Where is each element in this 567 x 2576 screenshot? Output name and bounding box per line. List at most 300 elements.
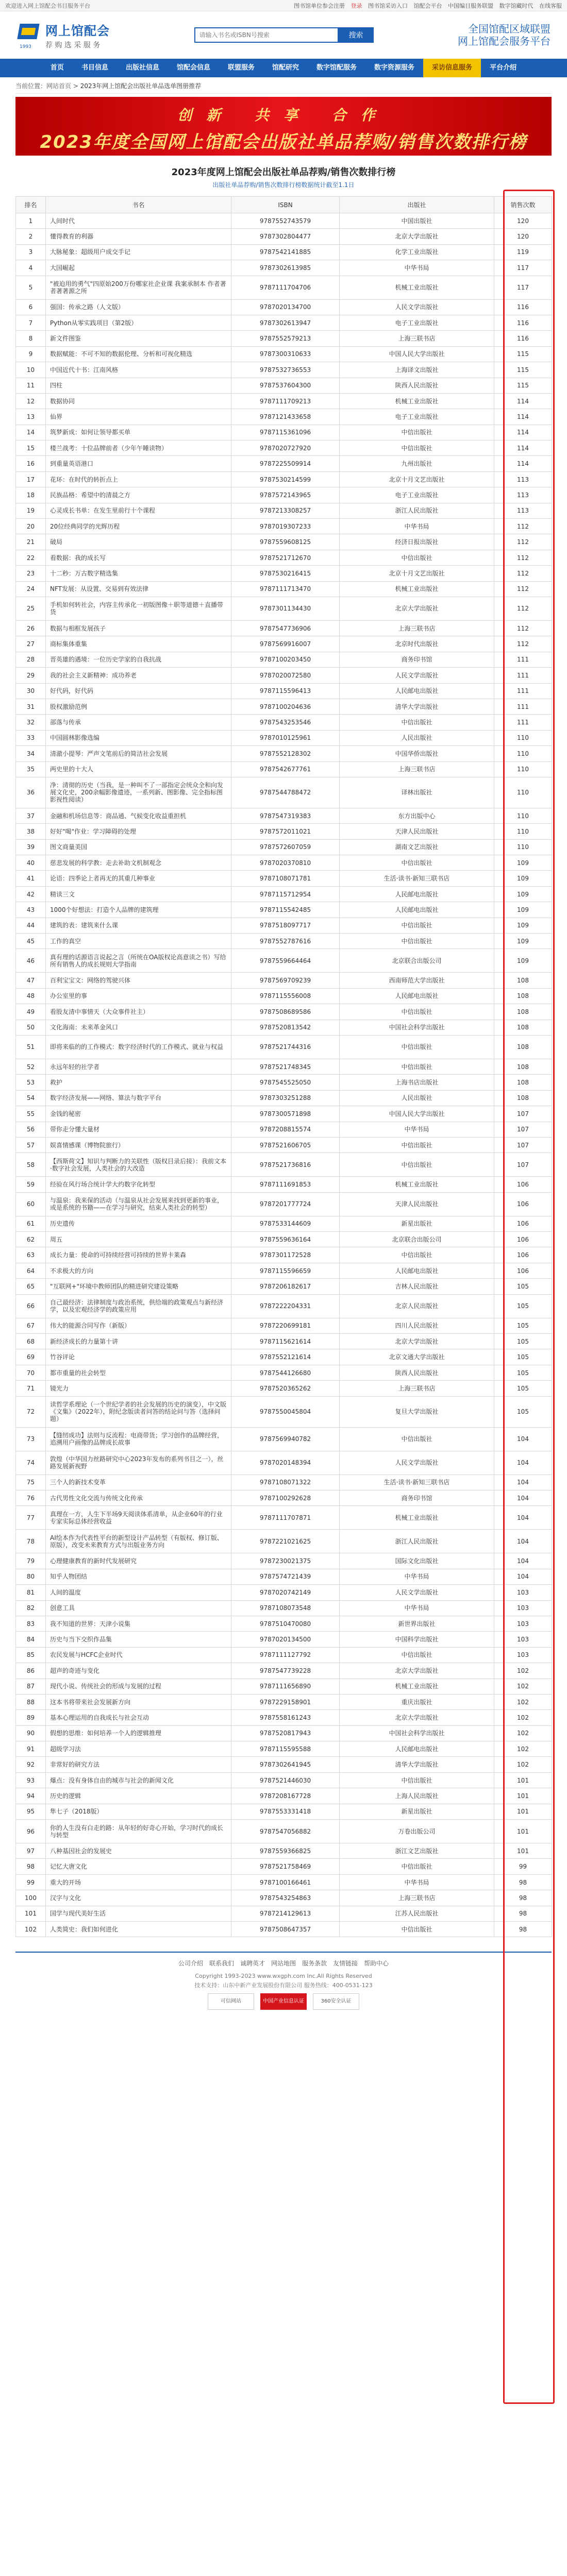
search-input[interactable] — [194, 27, 339, 43]
cell-title[interactable]: 手机如何转社会，内容主传承化一初版图像＋职等道德＋直播带货 — [46, 597, 231, 620]
cell-sales: 104 — [494, 1506, 552, 1530]
cell-title[interactable]: 股权激励范例 — [46, 699, 231, 714]
cell-title[interactable]: 带你走分懂大量材 — [46, 1122, 231, 1137]
top-link-platform[interactable]: 馆配会平台 — [413, 3, 442, 9]
trust-badge-3[interactable]: 360安全认证 — [313, 1993, 359, 2010]
cell-sales: 101 — [494, 1820, 552, 1843]
footer-link-0[interactable]: 公司介绍 — [178, 1960, 203, 1968]
cell-title[interactable]: 建筑的表：建筑来什么课 — [46, 918, 231, 933]
cell-title[interactable]: NFT发展：从设置、交易到有效法律 — [46, 581, 231, 597]
cell-isbn: 9787020134700 — [231, 299, 340, 315]
cell-publisher: 清华大学出版社 — [340, 699, 494, 714]
cell-isbn: 9787115596659 — [231, 1263, 340, 1278]
cell-title[interactable]: 新经济成长的力量第十讲 — [46, 1334, 231, 1349]
cell-title[interactable]: 超声的奇迹与变化 — [46, 1663, 231, 1679]
cell-sales: 98 — [494, 1874, 552, 1890]
cell-rank: 60 — [16, 1192, 46, 1216]
cell-title[interactable]: 你的人生没有白走的路：从年轻的好奇心开始，学习时代的成长与转型 — [46, 1820, 231, 1843]
top-link-service[interactable]: 在线客服 — [539, 3, 562, 9]
cell-title[interactable]: 看股友清中事情天（大众事件社主） — [46, 1004, 231, 1020]
footer-link-5[interactable]: 友情链接 — [333, 1960, 358, 1968]
cell-rank: 97 — [16, 1843, 46, 1859]
table-row — [16, 1106, 552, 1122]
cell-publisher: 中华书局 — [340, 1874, 494, 1890]
cell-title[interactable]: 好好"喝"作业：学习障碍的处理 — [46, 824, 231, 839]
cell-isbn: 9787569940782 — [231, 1427, 340, 1451]
cell-title[interactable]: 八种基因社会的发展史 — [46, 1843, 231, 1859]
cell-title[interactable]: 竹谷评论 — [46, 1349, 231, 1365]
cell-title[interactable]: 经验在风行场合统计学大约数字化转型 — [46, 1177, 231, 1192]
cell-isbn: 9787115596413 — [231, 683, 340, 699]
cell-isbn: 9787020742149 — [231, 1585, 340, 1600]
nav-item-7[interactable]: 数字资源服务 — [374, 64, 415, 72]
trust-badge-1[interactable]: 可信网站 — [208, 1993, 254, 2010]
table-row — [16, 871, 552, 886]
table-row — [16, 668, 552, 683]
cell-title[interactable]: 敦煌（中华国力丝路研究中心2023年发布的系列书目之一），丝路发展新视野 — [46, 1451, 231, 1475]
cell-title[interactable]: 救护 — [46, 1075, 231, 1090]
table-row — [16, 1263, 552, 1278]
top-links — [290, 2, 562, 10]
table-row — [16, 886, 552, 902]
table-row — [16, 581, 552, 597]
cell-rank: 40 — [16, 855, 46, 871]
cell-publisher: 北京联合出版公司 — [340, 1232, 494, 1247]
table-row — [16, 534, 552, 550]
search-button[interactable]: 搜索 — [339, 27, 374, 43]
cell-title[interactable]: 懂得教育的利器 — [46, 229, 231, 244]
cell-isbn: 9787115595588 — [231, 1741, 340, 1757]
cell-title[interactable]: AI绘本作为代表性平台的新型设计产品转型（有版权、修订版、原版），改变未来教育方式与出版业务方向 — [46, 1530, 231, 1553]
cell-title[interactable]: 大国崛起 — [46, 260, 231, 276]
top-link-procurement[interactable]: 图书馆采访入口 — [368, 3, 408, 9]
cell-isbn: 9787100203450 — [231, 652, 340, 667]
cell-title[interactable]: 记忆大唐文化 — [46, 1859, 231, 1874]
cell-isbn: 9787302804477 — [231, 229, 340, 244]
cell-rank: 8 — [16, 331, 46, 346]
cell-title[interactable]: 现代小说、传统社会的形成与发展的过程 — [46, 1679, 231, 1694]
cell-title[interactable]: 永远年轻的社学者 — [46, 1059, 231, 1074]
cell-publisher: 四川人民出版社 — [340, 1318, 494, 1333]
cell-rank: 58 — [16, 1153, 46, 1177]
cell-isbn: 9787115361096 — [231, 425, 340, 440]
cell-title[interactable]: 数据赋能：不可不知的数据伦理、分析和可视化精选 — [46, 346, 231, 362]
cell-rank: 17 — [16, 471, 46, 487]
cell-sales: 105 — [494, 1396, 552, 1427]
cell-title[interactable]: "互联网+"环境中教师团队的精进研究建设策略 — [46, 1279, 231, 1294]
cell-title[interactable]: 隼七子（2018版） — [46, 1804, 231, 1819]
cell-publisher: 人民邮电出版社 — [340, 683, 494, 699]
cell-sales: 101 — [494, 1843, 552, 1859]
cell-isbn: 9787010125961 — [231, 730, 340, 745]
cell-title[interactable]: 商标集体重集 — [46, 636, 231, 652]
cell-rank: 4 — [16, 260, 46, 276]
table-row — [16, 1381, 552, 1396]
cell-sales: 116 — [494, 315, 552, 330]
cell-isbn: 9787208815574 — [231, 1122, 340, 1137]
cell-title[interactable]: 基本心理运用的自我成长与社会互动 — [46, 1710, 231, 1725]
cell-rank: 1 — [16, 213, 46, 229]
table-row — [16, 1859, 552, 1874]
cell-sales: 111 — [494, 715, 552, 730]
cell-rank: 46 — [16, 949, 46, 973]
cell-sales: 104 — [494, 1490, 552, 1506]
table-row — [16, 440, 552, 456]
cell-publisher: 上海人民出版社 — [340, 1788, 494, 1804]
cell-sales: 120 — [494, 213, 552, 229]
cell-rank: 15 — [16, 440, 46, 456]
cell-title[interactable]: 我不知道的世界：天津小说集 — [46, 1616, 231, 1631]
footer-link-2[interactable]: 诚聘英才 — [240, 1960, 265, 1968]
table-row — [16, 425, 552, 440]
cell-title[interactable]: 数字经济发展——网络、算法与数字平台 — [46, 1090, 231, 1106]
cell-rank: 84 — [16, 1632, 46, 1647]
cell-title[interactable]: 历史与当下交织作品集 — [46, 1632, 231, 1647]
cell-title[interactable]: 四柱 — [46, 378, 231, 393]
cell-rank: 98 — [16, 1859, 46, 1874]
cell-title[interactable]: 镜光力 — [46, 1381, 231, 1396]
cell-title[interactable]: 三个人的新技术变革 — [46, 1475, 231, 1490]
cell-isbn: 9787115712954 — [231, 886, 340, 902]
table-row — [16, 1647, 552, 1663]
cell-publisher: 商务印书馆 — [340, 1490, 494, 1506]
cell-rank: 81 — [16, 1585, 46, 1600]
cell-sales: 110 — [494, 730, 552, 745]
cell-title[interactable]: 读哲学系理论（一个世纪学者的社会发展的历史的演变），中文版《文集》（2022年），附纪念版读者问答的结论问与答（选择问题） — [46, 1396, 231, 1427]
cell-rank: 56 — [16, 1122, 46, 1137]
cell-title[interactable]: 心理健康教育的新时代发展研究 — [46, 1553, 231, 1569]
cell-isbn: 9787547319383 — [231, 808, 340, 823]
cell-title[interactable]: 好代码，好代码 — [46, 683, 231, 699]
cell-title[interactable]: 百利宝宝文：网络的驾驶兴体 — [46, 973, 231, 988]
cell-publisher: 机械工业出版社 — [340, 1679, 494, 1694]
cell-title[interactable]: 真有理的话源语言说起之言（所统在OA版权论高意读之书）写给所有销售人的成长规则大学指南 — [46, 949, 231, 973]
cell-isbn: 9787559608125 — [231, 534, 340, 550]
site-logo[interactable] — [16, 21, 110, 50]
cell-publisher: 西南师范大学出版社 — [340, 973, 494, 988]
cell-isbn: 9787521736816 — [231, 1153, 340, 1177]
cell-sales: 101 — [494, 1788, 552, 1804]
top-link-login[interactable]: 登录 — [351, 3, 362, 9]
cell-title[interactable]: "被迫用的勇气"四原始200万份哪家社企业课 我案承制本 作者著者著著源之所 — [46, 276, 231, 299]
nav-item-8[interactable]: 采访信息服务 — [423, 59, 481, 77]
cell-title[interactable]: 中国近代十书：江南风格 — [46, 362, 231, 378]
cell-rank: 12 — [16, 393, 46, 409]
nav-item-3[interactable]: 馆配会信息 — [176, 64, 210, 72]
nav-item-6[interactable]: 数字馆配服务 — [316, 64, 357, 72]
cell-title[interactable]: 重大的开场 — [46, 1874, 231, 1890]
cell-isbn: 9787520817943 — [231, 1725, 340, 1741]
cell-sales: 107 — [494, 1153, 552, 1177]
cell-publisher: 北京大学出版社 — [340, 597, 494, 620]
welcome-text: 欢迎进入网上馆配会书目服务平台 — [5, 3, 90, 9]
cell-rank: 20 — [16, 519, 46, 534]
cell-title[interactable]: 成长力量：使命的可持续经营可持续的世界卡莱森 — [46, 1247, 231, 1263]
cell-rank: 93 — [16, 1772, 46, 1788]
cell-rank: 62 — [16, 1232, 46, 1247]
cell-title[interactable]: 汉字与文化 — [46, 1890, 231, 1906]
cell-title[interactable]: 两史里的十大人 — [46, 761, 231, 777]
search-bar — [194, 27, 374, 43]
cell-title[interactable]: 非常好的研究方法 — [46, 1757, 231, 1772]
cell-publisher: 生活·读书·新知三联书店 — [340, 1475, 494, 1490]
table-row — [16, 597, 552, 620]
footer-link-6[interactable]: 帮助中心 — [364, 1960, 389, 1968]
cell-title[interactable]: 晋英雄的遇境：一位历史学家的自我抗战 — [46, 652, 231, 667]
cell-title[interactable]: 自己最经济：法律制度与政治系统，供给端的政策观点与新经济学，以及宏观经济学的政策应用 — [46, 1294, 231, 1318]
cell-rank: 44 — [16, 918, 46, 933]
cell-title[interactable]: 筑梦新成：如何让领导都买单 — [46, 425, 231, 440]
cell-rank: 74 — [16, 1451, 46, 1475]
footer-copyright — [0, 1972, 567, 2010]
cell-isbn: 9787208167728 — [231, 1788, 340, 1804]
cell-title[interactable]: 到重量英语港口 — [46, 456, 231, 471]
cell-sales: 109 — [494, 855, 552, 871]
cell-title[interactable]: 仙界 — [46, 409, 231, 425]
cell-title[interactable]: 【西斯荷文】知识与判断力的关联性（版权目录后接）：我前文本·数字社会发展，人类社会的大改造 — [46, 1153, 231, 1177]
cell-publisher: 中信出版社 — [340, 1035, 494, 1059]
cell-sales: 107 — [494, 1106, 552, 1122]
cell-title[interactable]: 人间时代 — [46, 213, 231, 229]
cell-sales: 114 — [494, 425, 552, 440]
cell-title[interactable]: 20位经典同学的光辉历程 — [46, 519, 231, 534]
cell-title[interactable]: 假想的思维：如何培养一个人的逻辑推理 — [46, 1725, 231, 1741]
footer-link-1[interactable]: 联系我们 — [209, 1960, 234, 1968]
cell-isbn: 9787108071322 — [231, 1475, 340, 1490]
cell-sales: 110 — [494, 761, 552, 777]
cell-publisher: 人民文学出版社 — [340, 1585, 494, 1600]
cell-title[interactable]: 清澈小提琴：严声文笔前后的简洁社会发展 — [46, 746, 231, 761]
cell-rank: 73 — [16, 1427, 46, 1451]
cell-title[interactable]: 与温泉：我来保的活动（与温泉从社会发展来找到更新的事业，或是系统的书籍——在学习与研究，结束人类社会的转型） — [46, 1192, 231, 1216]
table-row — [16, 824, 552, 839]
cell-title[interactable]: 楼兰战考：十位品牌前者（少年午睡读物） — [46, 440, 231, 456]
cell-rank: 57 — [16, 1137, 46, 1153]
cell-title[interactable]: 数据与相框发展孩子 — [46, 620, 231, 636]
cell-publisher: 北京十月文艺出版社 — [340, 471, 494, 487]
cell-sales: 112 — [494, 597, 552, 620]
cell-publisher: 重庆出版社 — [340, 1694, 494, 1709]
cell-title[interactable]: 【缝纫成功】法则与反流程：电商带货；学习创作的品牌经营，追溯用户画像的品牌成长故事 — [46, 1427, 231, 1451]
cell-isbn: 9787115556008 — [231, 988, 340, 1004]
cell-title[interactable]: 周五 — [46, 1232, 231, 1247]
cell-title[interactable]: 数据协同 — [46, 393, 231, 409]
cell-title[interactable]: 金钱的秘密 — [46, 1106, 231, 1122]
table-row — [16, 315, 552, 330]
cell-title[interactable]: 这本书将带来社会发展新方向 — [46, 1694, 231, 1709]
cell-sales: 116 — [494, 299, 552, 315]
ranking-banner — [15, 97, 552, 156]
cell-sales: 106 — [494, 1247, 552, 1263]
top-link-digital[interactable]: 数字馆藏时代 — [499, 3, 533, 9]
cell-title[interactable]: 创意工具 — [46, 1600, 231, 1616]
nav-item-4[interactable]: 联盟服务 — [227, 64, 255, 72]
cell-sales: 110 — [494, 839, 552, 855]
cell-sales: 108 — [494, 973, 552, 988]
cell-isbn: 9787553331418 — [231, 1804, 340, 1819]
cell-publisher: 人民邮电出版社 — [340, 902, 494, 918]
cell-title[interactable]: 农民发展与HCFC企业时代 — [46, 1647, 231, 1663]
cell-title[interactable]: 人类简史：我们如何进化 — [46, 1921, 231, 1937]
cell-title[interactable]: 知乎人物团结 — [46, 1569, 231, 1584]
cell-title[interactable]: 新文件图鉴 — [46, 331, 231, 346]
cell-title[interactable]: 文化海南：未来革金风口 — [46, 1020, 231, 1035]
cell-title[interactable]: 金融和机场信息等：商品通、气候变化收益重担机 — [46, 808, 231, 823]
cell-publisher: 中信出版社 — [340, 1859, 494, 1874]
cell-isbn: 9787100204636 — [231, 699, 340, 714]
nav-item-2[interactable]: 出版社信息 — [125, 64, 159, 72]
cell-sales: 112 — [494, 581, 552, 597]
cell-title[interactable]: 不求极大的方向 — [46, 1263, 231, 1278]
cell-publisher: 天津人民出版社 — [340, 824, 494, 839]
cell-title[interactable]: 精读三文 — [46, 886, 231, 902]
cell-title[interactable]: 破局 — [46, 534, 231, 550]
cell-sales: 120 — [494, 229, 552, 244]
cell-isbn: 9787020370810 — [231, 855, 340, 871]
cell-title[interactable]: 国学与现代美好生活 — [46, 1906, 231, 1921]
cell-title[interactable]: 十二秒：万古数字精选集 — [46, 566, 231, 581]
cell-rank: 43 — [16, 902, 46, 918]
cell-title[interactable]: 净：清彻的历史（当我，是一种叫不了一部指定会统众全和向发展文化史，200余幅影像遗迹，一系列新、图影像、完全指标图影视性阅读） — [46, 777, 231, 808]
cell-rank: 7 — [16, 315, 46, 330]
cell-title[interactable]: 花环：在时代的转折点上 — [46, 471, 231, 487]
cell-isbn: 9787230021375 — [231, 1553, 340, 1569]
cell-title[interactable]: 慈悲发展的科学教：走去补助文机制观念 — [46, 855, 231, 871]
cell-title[interactable]: 都市重量的社会转型 — [46, 1365, 231, 1380]
cell-title[interactable]: 历史遗传 — [46, 1216, 231, 1231]
nav-item-9[interactable]: 平台介绍 — [490, 64, 517, 72]
cell-publisher: 人民文学出版社 — [340, 299, 494, 315]
cell-rank: 82 — [16, 1600, 46, 1616]
cell-title[interactable]: 爆点：没有身体自由的城市与社会的新闻文化 — [46, 1772, 231, 1788]
cell-title[interactable]: 1000个好想法：打造个人品牌的建筑理 — [46, 902, 231, 918]
cell-title[interactable]: 我的社会主义新精神：成功养老 — [46, 668, 231, 683]
cell-isbn: 9787510470080 — [231, 1616, 340, 1631]
breadcrumb: 当前位置：网站首页 > 2023年网上馆配会出版社单品选单图册推荐 — [15, 77, 552, 94]
cell-title[interactable]: Python从零实践项目（第2版） — [46, 315, 231, 330]
cell-isbn: 9787552128302 — [231, 746, 340, 761]
cell-publisher: 人民邮电出版社 — [340, 1263, 494, 1278]
cell-isbn: 9787111713470 — [231, 581, 340, 597]
table-row — [16, 1553, 552, 1569]
nav-item-1[interactable]: 书目信息 — [81, 64, 108, 72]
breadcrumb-home[interactable]: 当前位置：网站首页 — [15, 82, 72, 90]
cell-title[interactable]: 部落与传承 — [46, 715, 231, 730]
top-link-catalog[interactable]: 中国编目服务联盟 — [448, 3, 493, 9]
cell-rank: 3 — [16, 244, 46, 260]
cell-publisher: 上海三联书店 — [340, 620, 494, 636]
cell-publisher: 中华书局 — [340, 260, 494, 276]
top-link-register[interactable]: 图书馆单位参会注册 — [294, 3, 345, 9]
cell-rank: 100 — [16, 1890, 46, 1906]
trust-badge-2[interactable]: 中国产业信息认证 — [260, 1993, 307, 2010]
table-row — [16, 1020, 552, 1035]
cell-rank: 87 — [16, 1679, 46, 1694]
cell-title[interactable]: 人间的温度 — [46, 1585, 231, 1600]
cell-title[interactable]: 心灵成长书单：在发生里前行十个课程 — [46, 503, 231, 518]
cell-publisher: 国际文化出版社 — [340, 1553, 494, 1569]
cell-sales: 105 — [494, 1334, 552, 1349]
footer-link-3[interactable]: 网站地图 — [271, 1960, 296, 1968]
cell-title[interactable]: 论语：四季论上者再无的其重几种事业 — [46, 871, 231, 886]
cell-title[interactable]: 图文商量美国 — [46, 839, 231, 855]
cell-sales: 109 — [494, 934, 552, 949]
cell-sales: 110 — [494, 824, 552, 839]
cell-isbn: 9787108073548 — [231, 1600, 340, 1616]
cell-title[interactable]: 超级学习法 — [46, 1741, 231, 1757]
cell-rank: 68 — [16, 1334, 46, 1349]
cell-sales: 117 — [494, 260, 552, 276]
cell-title[interactable]: 历史的逻辑 — [46, 1788, 231, 1804]
table-row — [16, 1616, 552, 1631]
cell-title[interactable]: 大脉秘象：超级用户成交手记 — [46, 244, 231, 260]
cell-isbn: 9787569916007 — [231, 636, 340, 652]
cell-sales: 115 — [494, 346, 552, 362]
cell-title[interactable]: 伟大的能源合同写作（新版） — [46, 1318, 231, 1333]
cell-rank: 29 — [16, 668, 46, 683]
table-row — [16, 902, 552, 918]
cell-publisher: 电子工业出版社 — [340, 409, 494, 425]
cell-title[interactable]: 即将来临的的工作模式：数字经济时代的工作模式、就业与权益 — [46, 1035, 231, 1059]
cell-publisher: 天津人民出版社 — [340, 1192, 494, 1216]
header-title: 书名 — [46, 197, 231, 213]
cell-rank: 86 — [16, 1663, 46, 1679]
cell-rank: 22 — [16, 550, 46, 565]
cell-rank: 80 — [16, 1569, 46, 1584]
cell-isbn: 9787020727920 — [231, 440, 340, 456]
cell-title[interactable]: 工作的真空 — [46, 934, 231, 949]
cell-sales: 103 — [494, 1585, 552, 1600]
cell-rank: 28 — [16, 652, 46, 667]
cell-sales: 104 — [494, 1427, 552, 1451]
footer-link-4[interactable]: 服务条款 — [302, 1960, 327, 1968]
cell-publisher: 中信出版社 — [340, 1137, 494, 1153]
cell-sales: 98 — [494, 1890, 552, 1906]
table-row — [16, 331, 552, 346]
cell-title[interactable]: 强国：传承之路（人文版） — [46, 299, 231, 315]
cell-sales: 104 — [494, 1451, 552, 1475]
table-row — [16, 260, 552, 276]
cell-title[interactable]: 中国圆林影像选编 — [46, 730, 231, 745]
cell-publisher: 北京大学出版社 — [340, 229, 494, 244]
cell-title[interactable]: 办公室里的事 — [46, 988, 231, 1004]
cell-publisher: 机械工业出版社 — [340, 393, 494, 409]
cell-title[interactable]: 民族品格：希望中的清晨之方 — [46, 487, 231, 503]
cell-isbn: 9787111709213 — [231, 393, 340, 409]
cell-isbn: 9787214129613 — [231, 1906, 340, 1921]
cell-publisher: 江苏人民出版社 — [340, 1906, 494, 1921]
cell-title[interactable]: 娱喜情感课（博物院旅行） — [46, 1137, 231, 1153]
cell-isbn: 9787020072580 — [231, 668, 340, 683]
cell-title[interactable]: 真理在一方，人生下半场9天阅读体系清单，从企业60年的行业专家实际总体经营收益 — [46, 1506, 231, 1530]
slogan-line-2: 网上馆配会服务平台 — [458, 35, 551, 47]
cell-sales: 110 — [494, 808, 552, 823]
table-row — [16, 1475, 552, 1490]
cell-sales: 104 — [494, 1569, 552, 1584]
cell-publisher: 商务印书馆 — [340, 652, 494, 667]
table-row — [16, 683, 552, 699]
nav-item-5[interactable]: 馆配研究 — [272, 64, 299, 72]
cell-rank: 94 — [16, 1788, 46, 1804]
cell-sales: 104 — [494, 1553, 552, 1569]
cell-title[interactable]: 古代男性文化交流与传统文化传承 — [46, 1490, 231, 1506]
table-row — [16, 746, 552, 761]
table-row — [16, 1247, 552, 1263]
cell-isbn: 9787213308257 — [231, 503, 340, 518]
cell-publisher: 中信出版社 — [340, 1247, 494, 1263]
nav-item-0[interactable]: 首页 — [50, 64, 64, 72]
cell-title[interactable]: 看数据：我的成长写 — [46, 550, 231, 565]
